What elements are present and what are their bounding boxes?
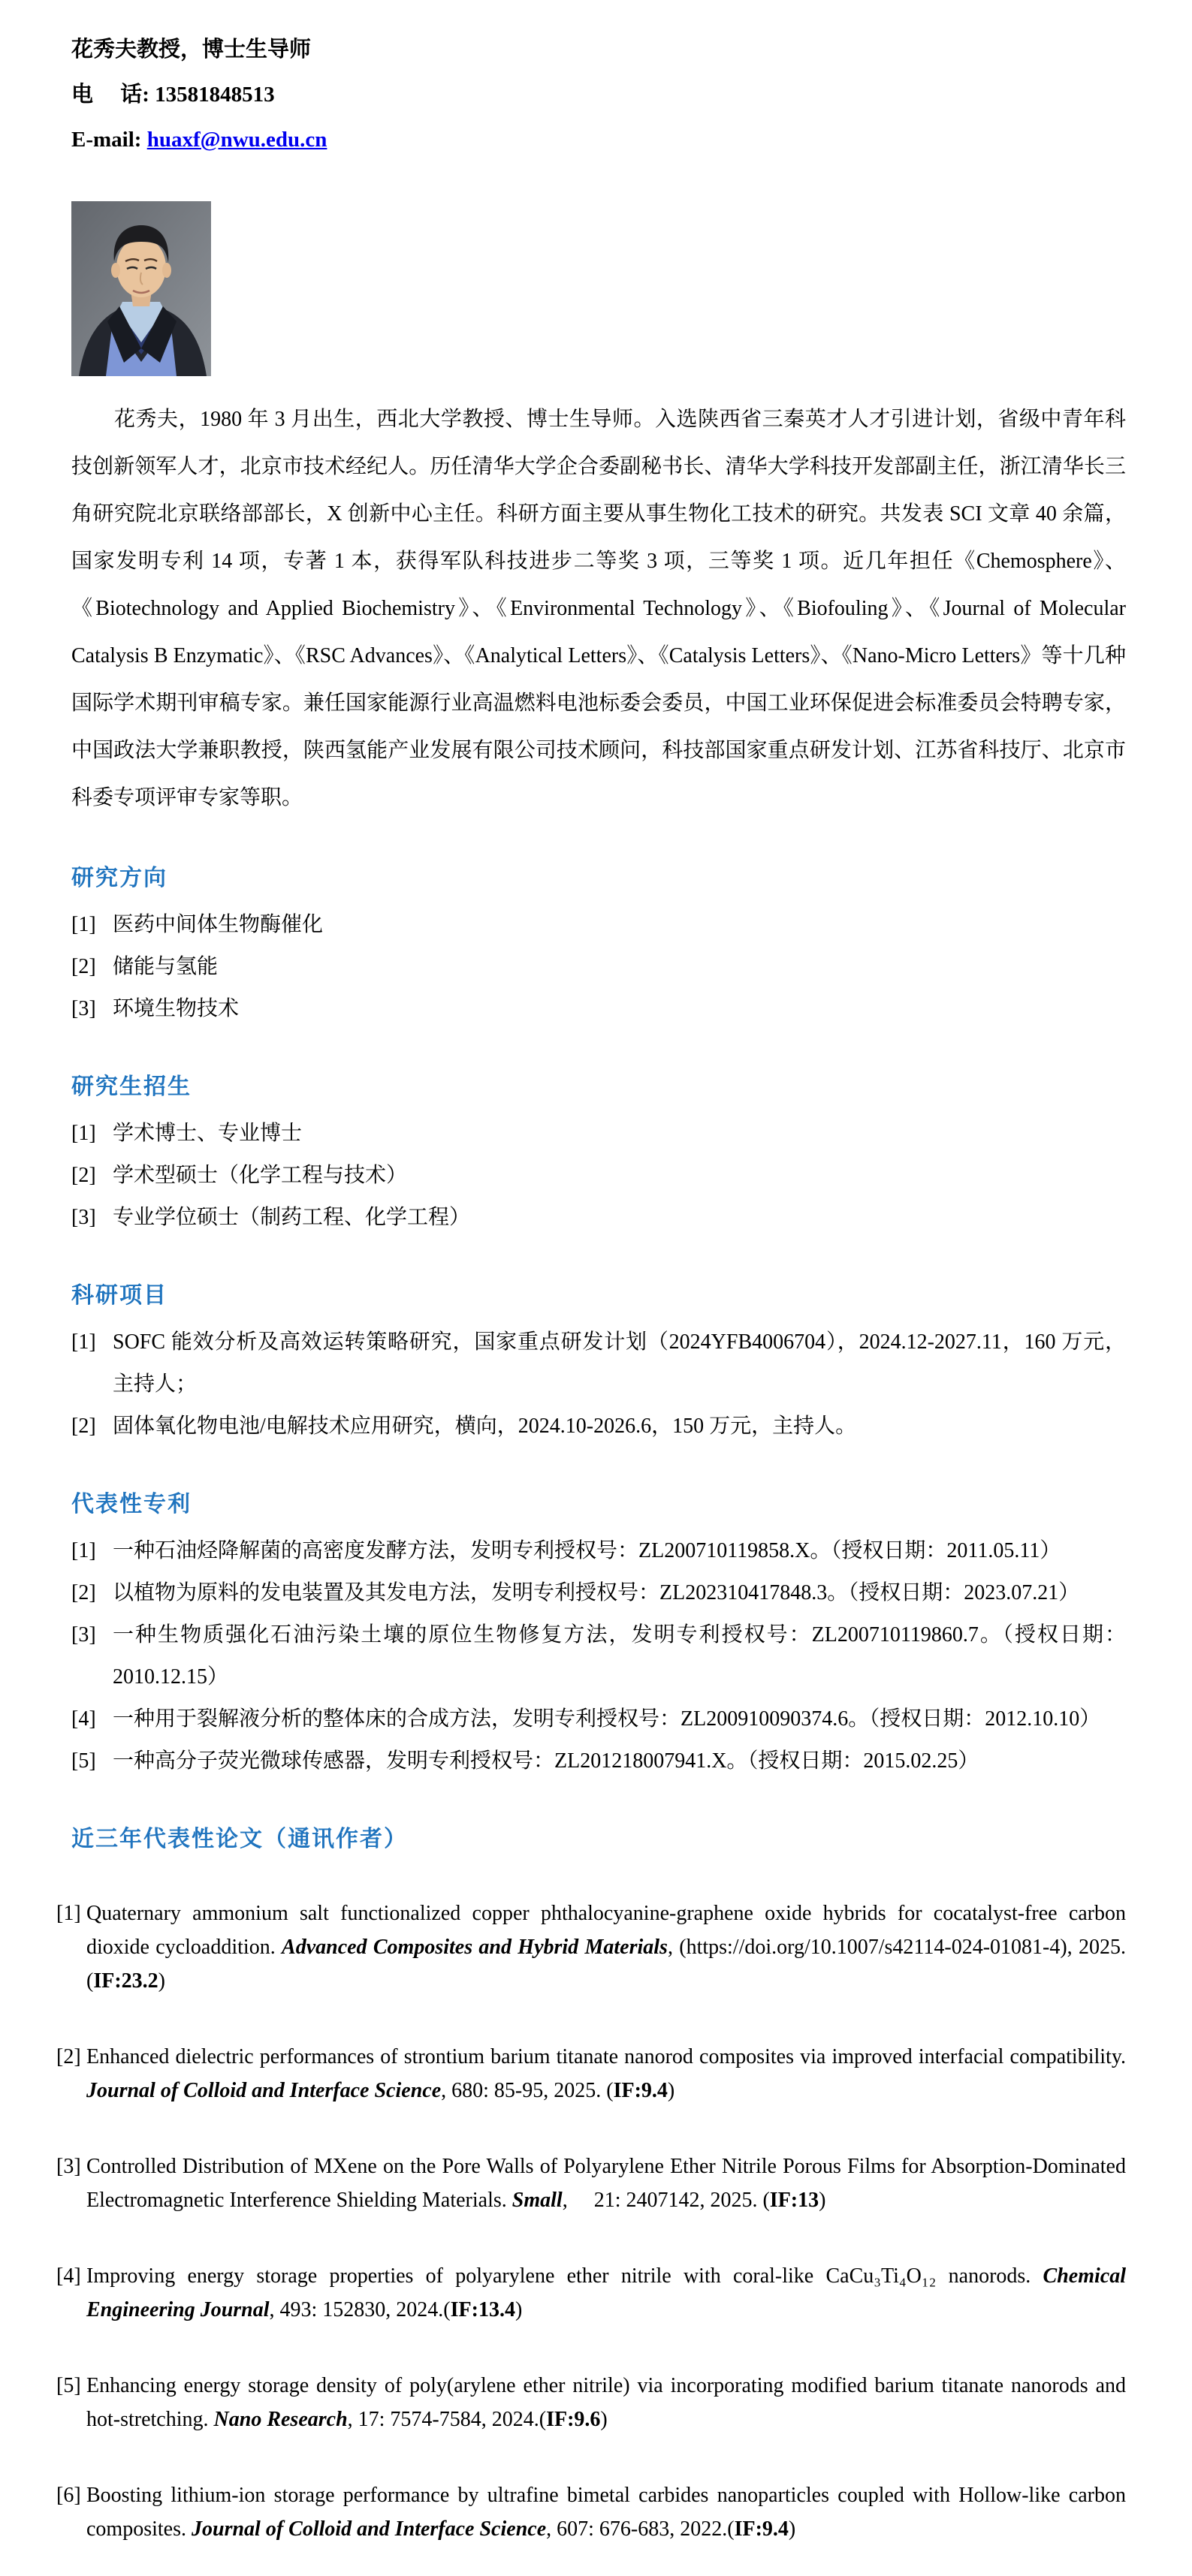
impact-factor: IF:9.6: [546, 2408, 601, 2431]
paper-title: Quaternary ammonium salt functionalized copper phthalocyanine-graphene oxide hybrids for cocatalyst-free carbon dioxide cycloaddition.: [86, 1902, 1126, 1959]
section-research-directions: [71, 863, 1126, 1030]
paper-close: ): [667, 2079, 675, 2102]
list-item: [71, 946, 1126, 988]
journal-name: Nano Research: [213, 2408, 348, 2431]
item-number: [1]: [71, 1122, 96, 1145]
item-number: [3]: [71, 1623, 96, 1647]
item-number: [3]: [71, 1206, 96, 1229]
impact-factor: IF:9.4: [613, 2079, 668, 2102]
paper-item: [56, 1897, 1126, 1998]
impact-factor: IF:9.4: [734, 2517, 789, 2541]
portrait-photo: [71, 201, 211, 376]
journal-name: Journal of Colloid and Interface Science: [192, 2517, 547, 2541]
paper-item: [56, 2259, 1126, 2327]
item-number: [3]: [56, 2155, 81, 2178]
paper-title: Enhancing energy storage density of poly(arylene ether nitrile) via incorporating modified barium titanate nanorods and hot-stretching.: [86, 2374, 1126, 2431]
item-number: [4]: [71, 1707, 96, 1731]
paper-detail: , 607: 676-683, 2022.(: [546, 2517, 735, 2541]
paper-close: ): [515, 2298, 523, 2321]
item-text: 储能与氢能: [113, 955, 219, 978]
section-heading: 科研项目: [71, 1283, 167, 1308]
item-number: [5]: [56, 2374, 81, 2397]
item-number: [1]: [71, 1330, 96, 1354]
patent-item: [71, 1530, 1126, 1572]
patent-item: [71, 1698, 1126, 1740]
impact-factor: IF:23.2: [93, 1969, 158, 1993]
item-number: [3]: [71, 997, 96, 1020]
journal-name: Journal of Colloid and Interface Science: [86, 2079, 442, 2102]
paper-item: [56, 2150, 1126, 2217]
email-line: [71, 117, 1126, 162]
item-text: 学术博士、专业博士: [113, 1122, 303, 1145]
item-text: 固体氧化物电池/电解技术应用研究，横向，2024.10-2026.6，150 万元，主持人。: [113, 1415, 857, 1438]
item-number: [2]: [56, 2045, 81, 2068]
paper-close: ): [600, 2408, 608, 2431]
professor-name-title: 花秀夫教授，博士生导师: [71, 38, 312, 62]
papers-list: [56, 1897, 1126, 2546]
list-item: [71, 1113, 1126, 1155]
paper-item: [56, 2369, 1126, 2436]
paper-title: Improving energy storage properties of polyarylene ether nitrile with coral-like CaCu₃Ti₄O₁₂ nanorods.: [86, 2264, 1043, 2288]
item-number: [1]: [71, 913, 96, 936]
item-text: 专业学位硕士（制药工程、化学工程）: [113, 1206, 471, 1229]
item-number: [2]: [71, 1415, 96, 1438]
item-text: 环境生物技术: [113, 997, 240, 1020]
journal-name: Advanced Composites and Hybrid Materials: [282, 1936, 668, 1959]
section-heading: 研究方向: [71, 866, 167, 890]
paper-close: ): [819, 2189, 826, 2212]
section-papers: [56, 1824, 1126, 2546]
project-item: [71, 1406, 1126, 1448]
paper-detail: , (https://doi.org/10.1007/s42114-024-01081-4), 2025. (: [86, 1936, 1126, 1993]
item-number: [2]: [71, 1164, 96, 1187]
section-heading: 代表性专利: [71, 1492, 192, 1517]
section-patents: [71, 1490, 1126, 1782]
patent-item: [71, 1572, 1126, 1614]
paper-title: Controlled Distribution of MXene on the Pore Walls of Polyarylene Ether Nitrile Porous Films for Absorption-Dominated Electromagnetic Interference Shielding Materials.: [86, 2155, 1126, 2212]
paper-detail: , 17: 7574-7584, 2024.(: [347, 2408, 547, 2431]
patent-item: [71, 1614, 1126, 1698]
paper-close: ): [158, 1969, 165, 1993]
item-text: 一种石油烃降解菌的高密度发酵方法，发明专利授权号：ZL200710119858.X。（授权日期：2011.05.11）: [113, 1539, 1061, 1562]
paper-item: [56, 2478, 1126, 2546]
paper-item: [56, 2040, 1126, 2107]
paper-detail: , 493: 152830, 2024.(: [269, 2298, 451, 2321]
paper-title: Boosting lithium-ion storage performance by ultrafine bimetal carbides nanoparticles coupled with Hollow-like carbon composites.: [86, 2484, 1126, 2541]
section-heading: 研究生招生: [71, 1074, 192, 1099]
list-item: [71, 904, 1126, 946]
item-text: 一种生物质强化石油污染土壤的原位生物修复方法，发明专利授权号：ZL200710119860.7。（授权日期：2010.12.15）: [113, 1623, 1126, 1689]
paper-detail: , 21: 2407142, 2025. (: [562, 2189, 770, 2212]
item-number: [2]: [71, 955, 96, 978]
paper-close: ): [788, 2517, 796, 2541]
impact-factor: IF:13: [769, 2189, 819, 2212]
section-heading: 近三年代表性论文（通讯作者）: [71, 1827, 408, 1851]
item-number: [4]: [56, 2264, 81, 2288]
impact-factor: IF:13.4: [450, 2298, 515, 2321]
journal-name: Small: [512, 2189, 563, 2212]
item-number: [1]: [71, 1539, 96, 1562]
biography-paragraph: 花秀夫，1980 年 3 月出生，西北大学教授、博士生导师。入选陕西省三秦英才人才引进计划，省级中青年科技创新领军人才，北京市技术经纪人。历任清华大学企合委副秘书长、清华大学科技开发部副主任，浙江清华长三角研究院北京联络部部长，X 创新中心主任。科研方面主要从事生物化工技术的研究。共发表 SCI 文章 40 余篇，国家发明专利 14 项，专著 1 本，获得军队科技进步二等奖 3 项，三等奖 1 项。近几年担任《Chemosphere》、《Biotechnology and Applied Biochemistry》、《Environmental Technology》、《Biofouling》、《Journal of Molecular Catalysis B Enzymatic》、《RSC Advances》、《Analytical Letters》、《Catalysis Letters》、《Nano-Micro Letters》等十几种国际学术期刊审稿专家。兼任国家能源行业高温燃料电池标委会委员，中国工业环保促进会标准委员会特聘专家，中国政法大学兼职教授，陕西氢能产业发展有限公司技术顾问，科技部国家重点研发计划、江苏省科技厅、北京市科委专项评审专家等职。: [71, 408, 1126, 809]
item-number: [1]: [56, 1902, 81, 1925]
item-text: 一种用于裂解液分析的整体床的合成方法，发明专利授权号：ZL200910090374.6。（授权日期：2012.10.10）: [113, 1707, 1101, 1731]
list-item: [71, 1197, 1126, 1239]
item-number: [5]: [71, 1749, 96, 1773]
section-research-projects: [71, 1281, 1126, 1448]
list-item: [71, 1155, 1126, 1197]
item-text: 学术型硕士（化学工程与技术）: [113, 1164, 408, 1187]
paper-title: Enhanced dielectric performances of strontium barium titanate nanorod composites via improved interfacial compatibility.: [86, 2045, 1126, 2068]
paper-detail: , 680: 85-95, 2025. (: [441, 2079, 614, 2102]
section-graduate-recruitment: [71, 1072, 1126, 1239]
email-label: E-mail:: [71, 128, 147, 152]
item-number: [2]: [71, 1581, 96, 1604]
item-text: 一种高分子荧光微球传感器，发明专利授权号：ZL201218007941.X。（授权日期：2015.02.25）: [113, 1749, 979, 1773]
item-text: 以植物为原料的发电装置及其发电方法，发明专利授权号：ZL202310417848.3。（授权日期：2023.07.21）: [113, 1581, 1080, 1604]
phone-line: 电 话: 13581848513: [71, 83, 275, 107]
item-text: SOFC 能效分析及高效运转策略研究，国家重点研发计划（2024YFB4006704），2024.12-2027.11，160 万元，主持人；: [113, 1330, 1126, 1396]
patent-item: [71, 1740, 1126, 1782]
list-item: [71, 988, 1126, 1030]
project-item: [71, 1321, 1126, 1406]
journal-name: Chemical Engineering Journal: [86, 2264, 1126, 2321]
item-number: [6]: [56, 2484, 81, 2507]
email-link[interactable]: huaxf@nwu.edu.cn: [146, 128, 327, 152]
item-text: 医药中间体生物酶催化: [113, 913, 324, 936]
